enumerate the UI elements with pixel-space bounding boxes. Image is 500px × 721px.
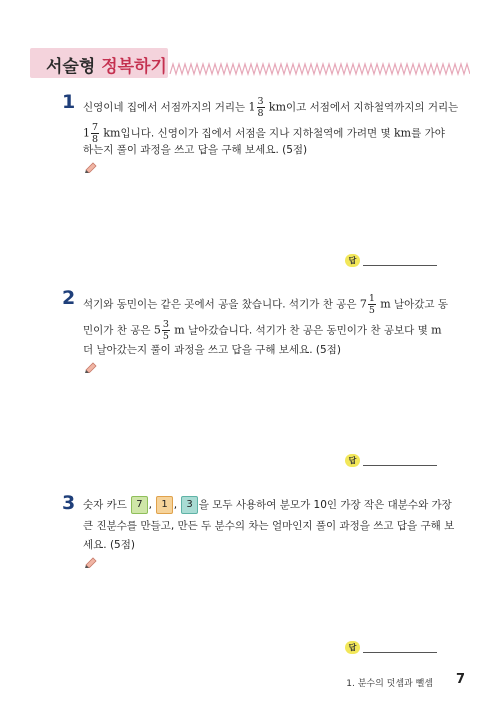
q1-den-1: 8 xyxy=(257,108,264,119)
q2-fraction-2 xyxy=(162,319,170,342)
q2-unit-3: m xyxy=(431,323,442,337)
q3-text-b: 을 모두 사용하여 분모가 10인 가장 작은 대분수와 가장 xyxy=(198,499,452,511)
question-2-line-1 xyxy=(83,293,448,316)
q2-num-2: 3 xyxy=(162,319,169,330)
q1-text-c: 입니다. 신영이가 집에서 서점을 지나 지하철역에 가려면 몇 xyxy=(120,127,391,140)
q1-num-1: 3 xyxy=(257,96,264,107)
pencil-icon xyxy=(84,361,98,373)
q2-unit-2: m xyxy=(174,323,185,337)
q1-whole-2: 1 xyxy=(83,126,90,140)
answer-badge-2: 답 xyxy=(345,454,360,467)
question-number-1: 1 xyxy=(62,91,76,113)
answer-line-3 xyxy=(363,652,437,653)
q1-text-d: 를 가야 xyxy=(411,127,445,140)
q2-fraction-1 xyxy=(368,293,376,316)
question-2-line-3: 더 날아갔는지 풀이 과정을 쓰고 답을 구해 보세요. (5점) xyxy=(83,344,341,356)
page-number: 7 xyxy=(456,672,466,687)
q1-whole-1: 1 xyxy=(248,100,256,114)
answer-area-2[interactable] xyxy=(345,454,440,470)
answer-area-1[interactable] xyxy=(345,254,440,270)
q1-unit-3: km xyxy=(393,126,412,140)
question-number-3: 3 xyxy=(62,492,76,514)
q1-fraction-2 xyxy=(91,122,99,145)
question-1-line-2 xyxy=(83,122,445,145)
q1-unit-1: km xyxy=(268,100,287,114)
q2-text-c: 민이가 찬 공은 xyxy=(83,324,151,337)
q2-whole-2: 5 xyxy=(153,323,161,337)
answer-line-1 xyxy=(363,265,437,266)
question-1-line-3: 하는지 풀이 과정을 쓰고 답을 구해 보세요. (5점) xyxy=(83,144,308,156)
chapter-footer: 1. 분수의 덧셈과 뺄셈 xyxy=(346,679,433,689)
q1-den-2: 8 xyxy=(92,134,99,145)
zigzag-decoration xyxy=(30,60,470,76)
q1-num-2: 7 xyxy=(92,122,99,133)
answer-line-2 xyxy=(363,465,437,466)
title-part1: 서술형 xyxy=(46,57,96,77)
question-3-line-1: 숫자 카드 7 , 1 , 3 을 모두 사용하여 분모가 10인 가장 작은 대분수와 가장 xyxy=(83,496,452,514)
title-part2: 정복하기 xyxy=(101,57,167,77)
answer-area-3[interactable] xyxy=(345,641,440,657)
question-1-line-1 xyxy=(83,96,458,119)
question-number-2: 2 xyxy=(62,287,76,309)
q1-text-b: 이고 서점에서 지하철역까지의 거리는 xyxy=(286,101,459,114)
q2-whole-1: 7 xyxy=(359,297,367,311)
q2-den-2: 5 xyxy=(162,331,169,342)
q2-text-a: 석기와 동민이는 같은 곳에서 공을 찼습니다. 석기가 찬 공은 xyxy=(83,298,357,311)
q2-text-b: 날아갔고 동 xyxy=(394,298,449,311)
pencil-icon xyxy=(84,556,98,568)
q1-text-a: 신영이네 집에서 서점까지의 거리는 xyxy=(83,101,246,114)
q2-text-d: 날아갔습니다. 석기가 찬 공은 동민이가 찬 공보다 몇 xyxy=(188,324,428,337)
q3-text-a: 숫자 카드 xyxy=(83,499,127,511)
answer-badge-3: 답 xyxy=(345,641,360,654)
number-card-1: 1 xyxy=(156,496,172,514)
q2-den-1: 5 xyxy=(368,305,375,316)
question-3-line-3: 세요. (5점) xyxy=(83,539,135,551)
number-card-3: 3 xyxy=(181,496,197,514)
q2-unit-1: m xyxy=(380,297,391,311)
number-card-7: 7 xyxy=(131,496,147,514)
q1-unit-2: km xyxy=(103,126,121,140)
q1-fraction-1 xyxy=(257,96,265,119)
pencil-icon xyxy=(84,161,98,173)
question-3-line-2: 큰 진분수를 만들고, 만든 두 분수의 차는 얼마인지 풀이 과정을 쓰고 답을 구해 보 xyxy=(83,520,455,532)
q2-num-1: 1 xyxy=(368,293,375,304)
question-2-line-2 xyxy=(83,319,442,342)
answer-badge-1: 답 xyxy=(345,254,360,267)
